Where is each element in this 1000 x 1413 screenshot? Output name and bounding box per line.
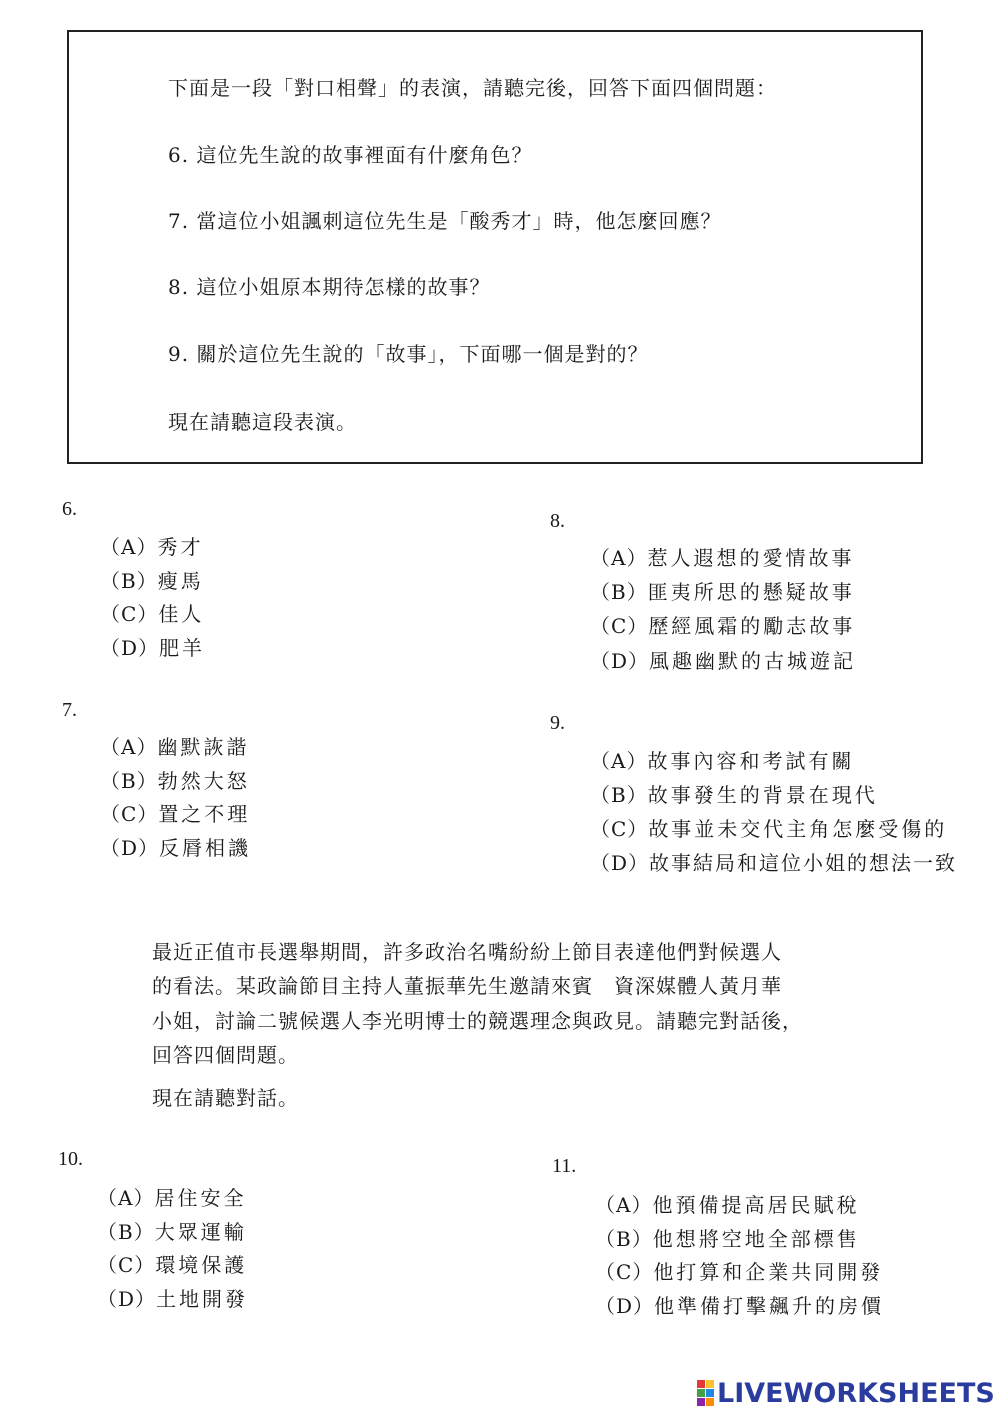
- logo-square-icon: [706, 1380, 714, 1388]
- question-8-option-c[interactable]: （C）歷經風霜的勵志故事: [590, 614, 856, 638]
- question-10-option-b[interactable]: （B）大眾運輸: [97, 1220, 247, 1244]
- question-11-option-a[interactable]: （A）他預備提高居民賦稅: [595, 1193, 860, 1217]
- question-6-option-d[interactable]: （D）肥羊: [100, 636, 206, 660]
- question-11-option-b[interactable]: （B）他想將空地全部標售: [595, 1227, 860, 1251]
- logo-square-icon: [706, 1398, 714, 1406]
- question-9-option-c[interactable]: （C）故事並未交代主角怎麼受傷的: [590, 817, 948, 841]
- instructions-closing: 現在請聽這段表演。: [168, 410, 357, 434]
- logo-square-icon: [706, 1389, 714, 1397]
- liveworksheets-logo-icon: [697, 1380, 714, 1406]
- liveworksheets-logo[interactable]: [697, 1378, 995, 1408]
- passage-line-3: 小姐，討論二號候選人李光明博士的競選理念與政見。請聽完對話後，: [152, 1009, 803, 1033]
- logo-square-icon: [697, 1398, 705, 1406]
- instructions-q7: 7. 當這位小姐諷刺這位先生是「酸秀才」時，他怎麼回應？: [168, 209, 722, 233]
- passage-line-4: 回答四個問題。: [152, 1043, 299, 1067]
- question-10-number: 10.: [58, 1148, 83, 1170]
- passage-closing: 現在請聽對話。: [152, 1086, 299, 1110]
- question-7-option-d[interactable]: （D）反脣相譏: [100, 836, 252, 860]
- question-6-option-a[interactable]: （A）秀才: [100, 535, 204, 559]
- passage-line-1: 最近正值市長選舉期間，許多政治名嘴紛紛上節目表達他們對候選人: [152, 940, 782, 964]
- question-7-option-b[interactable]: （B）勃然大怒: [100, 769, 250, 793]
- question-7-option-a[interactable]: （A）幽默詼諧: [100, 735, 250, 759]
- question-9-option-d[interactable]: （D）故事結局和這位小姐的想法一致: [590, 851, 958, 875]
- instructions-intro: 下面是一段「對口相聲」的表演，請聽完後，回答下面四個問題：: [168, 76, 777, 100]
- question-6-number: 6.: [62, 498, 77, 520]
- question-11-number: 11.: [552, 1155, 577, 1177]
- instructions-q8: 8. 這位小姐原本期待怎樣的故事？: [168, 275, 491, 299]
- question-9-number: 9.: [550, 712, 565, 734]
- question-11-option-d[interactable]: （D）他準備打擊飆升的房價: [595, 1294, 885, 1318]
- logo-square-icon: [697, 1380, 705, 1388]
- question-8-number: 8.: [550, 510, 565, 532]
- question-10-option-a[interactable]: （A）居住安全: [97, 1186, 247, 1210]
- question-9-option-b[interactable]: （B）故事發生的背景在現代: [590, 783, 878, 807]
- question-7-option-c[interactable]: （C）置之不理: [100, 802, 251, 826]
- question-6-option-c[interactable]: （C）佳人: [100, 602, 205, 626]
- question-9-option-a[interactable]: （A）故事內容和考試有關: [590, 749, 855, 773]
- question-8-option-a[interactable]: （A）惹人遐想的愛情故事: [590, 546, 855, 570]
- question-8-option-d[interactable]: （D）風趣幽默的古城遊記: [590, 649, 857, 673]
- logo-square-icon: [697, 1389, 705, 1397]
- instructions-q9: 9. 關於這位先生說的「故事」，下面哪一個是對的？: [168, 342, 649, 366]
- liveworksheets-logo-text: LIVEWORKSHEETS: [717, 1377, 995, 1409]
- question-11-option-c[interactable]: （C）他打算和企業共同開發: [595, 1260, 884, 1284]
- question-10-option-c[interactable]: （C）環境保護: [97, 1253, 248, 1277]
- question-8-option-b[interactable]: （B）匪夷所思的懸疑故事: [590, 580, 855, 604]
- instructions-q6: 6. 這位先生說的故事裡面有什麼角色？: [168, 143, 533, 167]
- question-7-number: 7.: [62, 699, 77, 721]
- question-6-option-b[interactable]: （B）瘦馬: [100, 569, 204, 593]
- question-10-option-d[interactable]: （D）土地開發: [97, 1287, 249, 1311]
- passage-line-2: 的看法。某政論節目主持人董振華先生邀請來賓 資深媒體人黃月華: [152, 974, 782, 998]
